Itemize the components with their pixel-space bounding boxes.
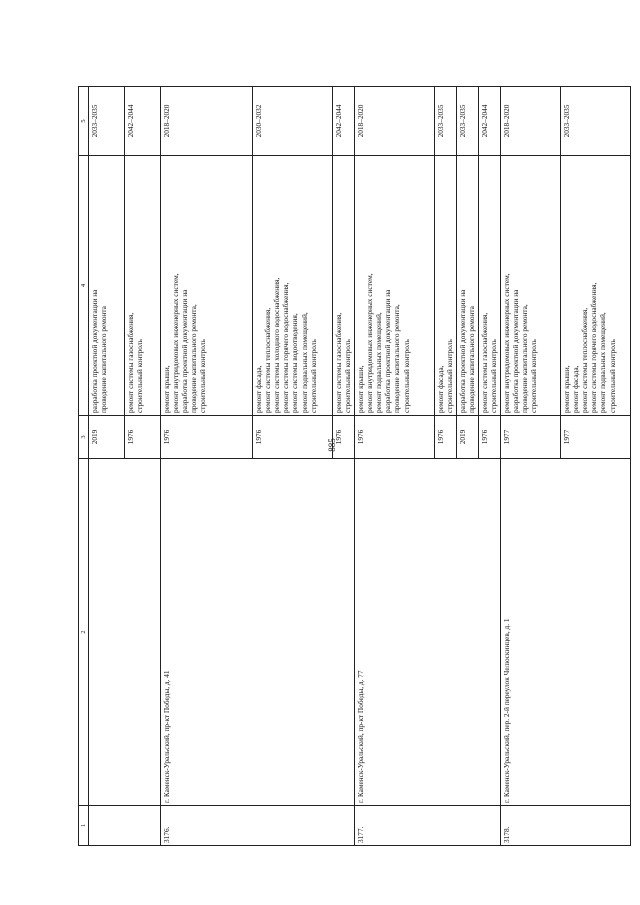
row-address: г. Каменск-Уральский, пер. 2-й переулок Челюскинцев, д. 1	[501, 459, 631, 806]
row-address	[89, 459, 161, 806]
row-number	[89, 806, 161, 846]
row-period: 2042–2044	[125, 87, 161, 156]
work-item: разработка проектной документации на	[511, 289, 521, 413]
row-number: 3177.	[355, 806, 501, 846]
work-item: ремонт системы горячего водоснабжения,	[589, 282, 599, 413]
row-works	[333, 156, 355, 416]
row-works	[125, 156, 161, 416]
work-item: ремонт крыши,	[356, 365, 366, 413]
header-cell: 2	[79, 459, 89, 806]
work-item: разработка проектной документации на	[458, 289, 468, 413]
work-item: ремонт системы теплоснабжения,	[580, 307, 590, 413]
row-period: 2042–2044	[479, 87, 501, 156]
row-works	[435, 156, 457, 416]
row-year: 1977	[501, 416, 561, 459]
row-year: 1977	[561, 416, 631, 459]
work-item: ремонт фасада,	[571, 365, 581, 413]
work-item: ремонт подвальных помещений,	[299, 312, 309, 413]
work-item: ремонт внутридомовых инженерных систем,	[502, 273, 512, 413]
work-item: проведение капитального ремонта,	[189, 304, 199, 413]
work-item: ремонт системы горячего водоснабжения,	[281, 282, 291, 413]
work-item: строительный контроль	[607, 339, 617, 413]
header-cell: 4	[79, 156, 89, 416]
work-item: ремонт системы теплоснабжения,	[263, 307, 273, 413]
work-item: строительный контроль	[343, 339, 353, 413]
row-year: 1976	[435, 416, 457, 459]
work-item: строительный контроль	[135, 339, 145, 413]
row-period: 2033–2035	[457, 87, 479, 156]
row-year: 1976	[253, 416, 333, 459]
work-item: проведение капитального ремонта	[99, 306, 109, 413]
work-item: разработка проектной документации на	[90, 289, 100, 413]
work-item: ремонт подвальных помещений,	[374, 312, 384, 413]
row-address: г. Каменск-Уральский, пр-кт Победы, д. 77	[355, 459, 501, 806]
work-item: строительный контроль	[445, 339, 455, 413]
work-item: ремонт крыши,	[162, 365, 172, 413]
row-works	[457, 156, 479, 416]
row-number: 3178.	[501, 806, 631, 846]
row-year: 2019	[89, 416, 125, 459]
row-year: 2019	[457, 416, 479, 459]
table-container	[78, 87, 617, 846]
row-works	[355, 156, 435, 416]
row-address: г. Каменск-Уральский, пр-кт Победы, д. 41	[161, 459, 355, 806]
work-item: ремонт системы газоснабжения,	[126, 312, 136, 413]
work-item: ремонт системы газоснабжения,	[334, 312, 344, 413]
header-cell: 3	[79, 416, 89, 459]
row-period: 2018–2020	[355, 87, 435, 156]
row-year: 1976	[355, 416, 435, 459]
row-year: 1976	[125, 416, 161, 459]
work-item: строительный контроль	[401, 339, 411, 413]
row-works	[253, 156, 333, 416]
table-row	[161, 87, 253, 846]
row-period: 2033–2035	[561, 87, 631, 156]
work-item: ремонт системы газоснабжения,	[480, 312, 490, 413]
work-item: строительный контроль	[198, 339, 208, 413]
table-row	[89, 87, 125, 846]
table-row	[501, 87, 561, 846]
work-item: строительный контроль	[308, 339, 318, 413]
row-works	[161, 156, 253, 416]
header-cell: 5	[79, 87, 89, 156]
work-item: строительный контроль	[489, 339, 499, 413]
work-item: ремонт внутридомовых инженерных систем,	[171, 273, 181, 413]
row-works	[89, 156, 125, 416]
work-item: проведение капитального ремонта,	[520, 304, 530, 413]
row-year: 1976	[161, 416, 253, 459]
row-period: 2042–2044	[333, 87, 355, 156]
row-period: 2033–2035	[89, 87, 125, 156]
work-item: ремонт системы холодного водоснабжения,	[272, 277, 282, 413]
work-item: ремонт внутридомовых инженерных систем,	[365, 273, 375, 413]
row-period: 2018–2020	[161, 87, 253, 156]
row-works	[501, 156, 561, 416]
page-number: 885	[327, 438, 337, 452]
work-item: проведение капитального ремонта	[467, 306, 477, 413]
work-item: ремонт подвальных помещений,	[598, 312, 608, 413]
table-row	[355, 87, 435, 846]
work-item: ремонт крыши,	[562, 365, 572, 413]
row-year: 1976	[479, 416, 501, 459]
work-item: ремонт фасада,	[436, 365, 446, 413]
row-period: 2018–2020	[501, 87, 561, 156]
work-item: строительный контроль	[529, 339, 539, 413]
row-period: 2033–2035	[435, 87, 457, 156]
row-year: 1976	[333, 416, 355, 459]
row-works	[479, 156, 501, 416]
work-item: проведение капитального ремонта,	[392, 304, 402, 413]
row-period: 2030–2032	[253, 87, 333, 156]
row-works	[561, 156, 631, 416]
header-row	[79, 87, 89, 846]
header-cell: 1	[79, 806, 89, 846]
row-number: 3176.	[161, 806, 355, 846]
work-item: разработка проектной документации на	[180, 289, 190, 413]
work-item: ремонт системы водоотведения,	[290, 313, 300, 413]
repair-schedule-table	[78, 86, 631, 846]
work-item: разработка проектной документации на	[383, 289, 393, 413]
work-item: ремонт фасада,	[254, 365, 264, 413]
